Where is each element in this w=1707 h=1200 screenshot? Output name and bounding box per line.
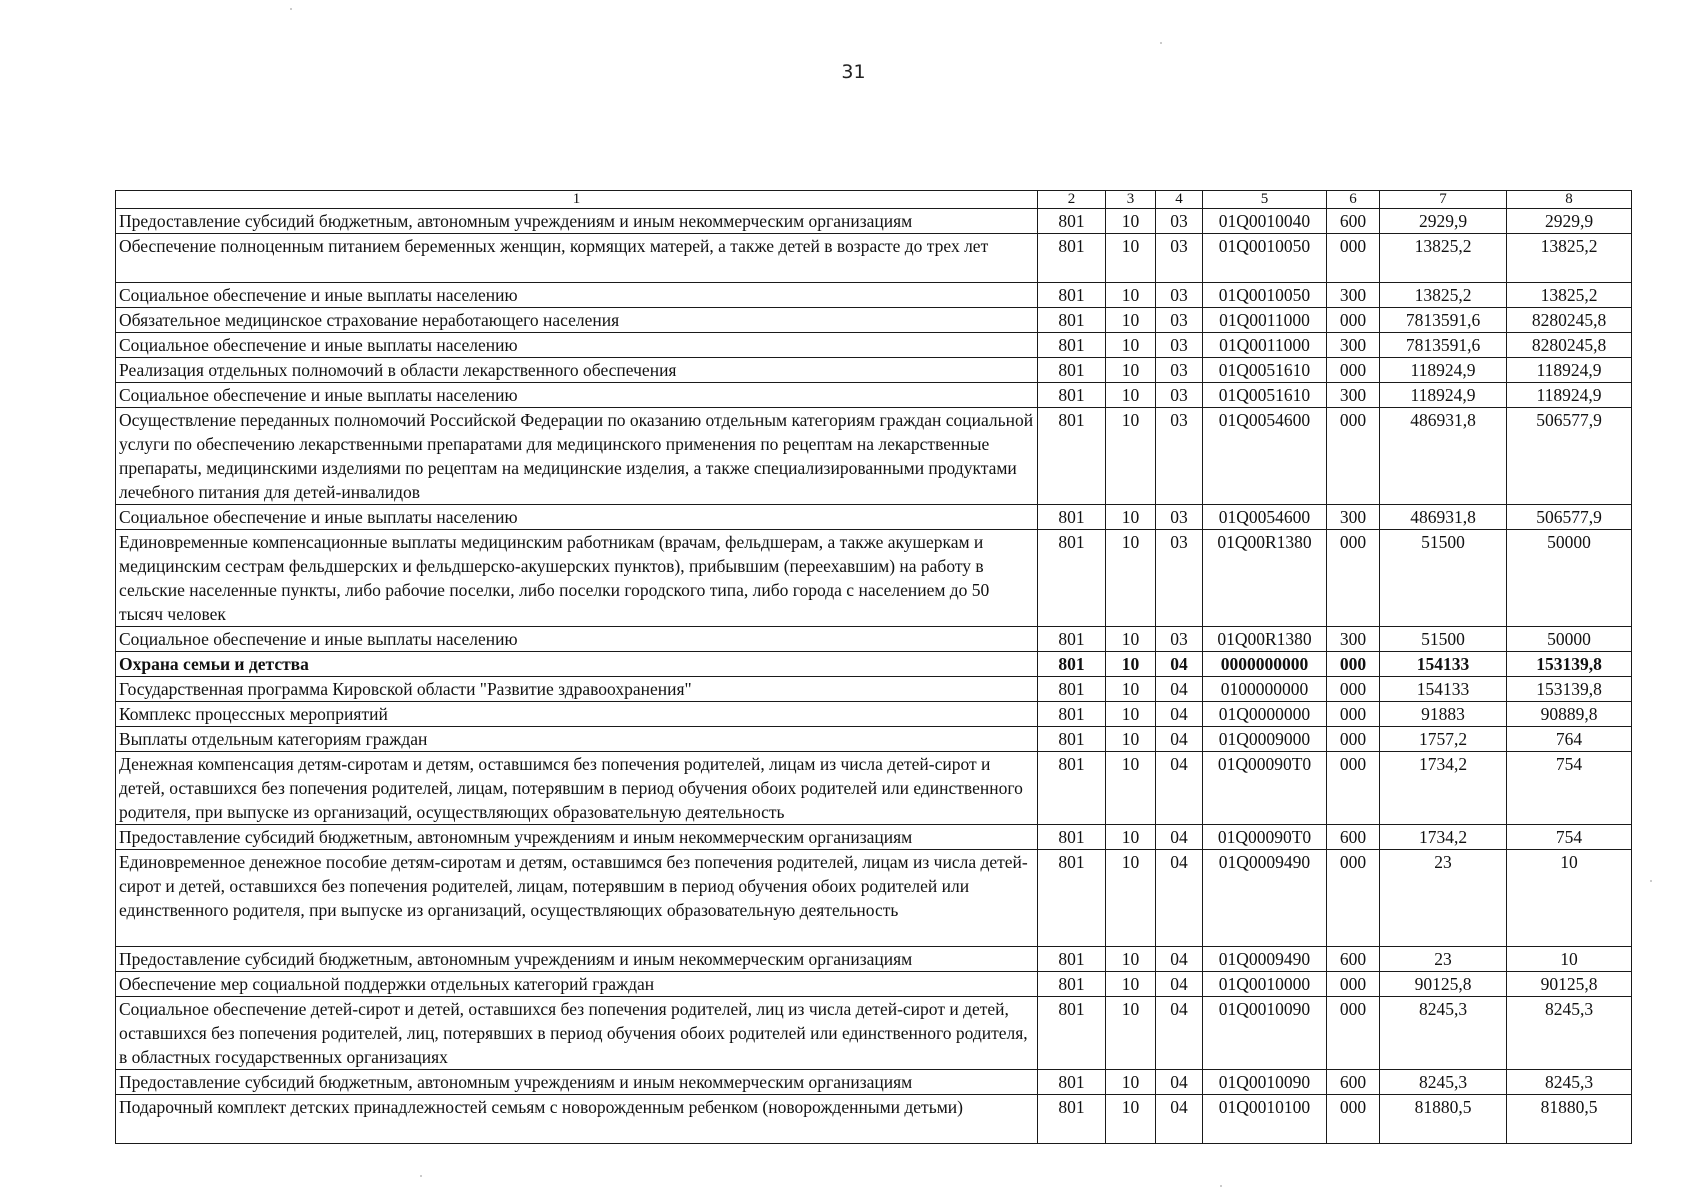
cell-col8: 90125,8 <box>1507 972 1632 997</box>
cell-col6: 000 <box>1327 972 1380 997</box>
row-name: Реализация отдельных полномочий в области лекарственного обеспечения <box>116 358 1038 383</box>
cell-col6: 300 <box>1327 283 1380 308</box>
cell-col5: 01Q0054600 <box>1203 505 1327 530</box>
cell-col3: 10 <box>1106 702 1156 727</box>
header-cell: 4 <box>1156 191 1203 209</box>
cell-col5: 01Q0010050 <box>1203 234 1327 283</box>
cell-col8: 10 <box>1507 850 1632 947</box>
cell-col2: 801 <box>1038 358 1106 383</box>
cell-col3: 10 <box>1106 209 1156 234</box>
cell-col5: 01Q00090T0 <box>1203 825 1327 850</box>
page-number: 31 <box>841 61 866 83</box>
cell-col2: 801 <box>1038 283 1106 308</box>
cell-col4: 04 <box>1156 997 1203 1070</box>
scan-speck <box>1160 42 1162 44</box>
table-row <box>116 358 1632 383</box>
cell-col6: 000 <box>1327 358 1380 383</box>
cell-col4: 03 <box>1156 530 1203 627</box>
cell-col7: 51500 <box>1380 627 1507 652</box>
cell-col3: 10 <box>1106 383 1156 408</box>
cell-col2: 801 <box>1038 209 1106 234</box>
cell-col7: 13825,2 <box>1380 234 1507 283</box>
cell-col4: 04 <box>1156 972 1203 997</box>
cell-col3: 10 <box>1106 947 1156 972</box>
cell-col3: 10 <box>1106 972 1156 997</box>
cell-col2: 801 <box>1038 825 1106 850</box>
cell-col5: 01Q0010000 <box>1203 972 1327 997</box>
row-name: Единовременные компенсационные выплаты медицинским работникам (врачам, фельдшерам, а также акушеркам и медицинским сестрам фельдшерских и фельдшерско-акушерских пунктов), прибывшим (переехавшим) на работу в сельские населенные пункты, либо рабочие поселки, либо поселки городского типа, либо города с населением до 50 тысяч человек <box>116 530 1038 627</box>
row-name: Обязательное медицинское страхование неработающего населения <box>116 308 1038 333</box>
table-header-row <box>116 191 1632 209</box>
cell-col2: 801 <box>1038 652 1106 677</box>
row-name: Обеспечение полноценным питанием беременных женщин, кормящих матерей, а также детей в возрасте до трех лет <box>116 234 1038 283</box>
cell-col5: 01Q0010090 <box>1203 1070 1327 1095</box>
cell-col8: 506577,9 <box>1507 505 1632 530</box>
table-row <box>116 997 1632 1070</box>
cell-col7: 7813591,6 <box>1380 333 1507 358</box>
cell-col7: 1757,2 <box>1380 727 1507 752</box>
table-row <box>116 947 1632 972</box>
table-row <box>116 530 1632 627</box>
cell-col2: 801 <box>1038 702 1106 727</box>
cell-col6: 000 <box>1327 652 1380 677</box>
cell-col4: 03 <box>1156 383 1203 408</box>
row-name: Предоставление субсидий бюджетным, автономным учреждениям и иным некоммерческим организациям <box>116 209 1038 234</box>
row-name: Социальное обеспечение и иные выплаты населению <box>116 627 1038 652</box>
cell-col6: 000 <box>1327 997 1380 1070</box>
cell-col6: 600 <box>1327 1070 1380 1095</box>
cell-col7: 91883 <box>1380 702 1507 727</box>
cell-col5: 01Q0009490 <box>1203 947 1327 972</box>
cell-col3: 10 <box>1106 727 1156 752</box>
header-cell: 3 <box>1106 191 1156 209</box>
cell-col6: 000 <box>1327 677 1380 702</box>
cell-col2: 801 <box>1038 505 1106 530</box>
cell-col2: 801 <box>1038 234 1106 283</box>
row-name: Социальное обеспечение и иные выплаты населению <box>116 505 1038 530</box>
header-cell: 6 <box>1327 191 1380 209</box>
cell-col4: 03 <box>1156 234 1203 283</box>
cell-col8: 81880,5 <box>1507 1095 1632 1144</box>
table-row <box>116 627 1632 652</box>
cell-col7: 118924,9 <box>1380 383 1507 408</box>
table-row <box>116 850 1632 947</box>
cell-col7: 13825,2 <box>1380 283 1507 308</box>
cell-col7: 7813591,6 <box>1380 308 1507 333</box>
cell-col3: 10 <box>1106 358 1156 383</box>
cell-col5: 01Q0010100 <box>1203 1095 1327 1144</box>
cell-col7: 1734,2 <box>1380 825 1507 850</box>
cell-col2: 801 <box>1038 333 1106 358</box>
cell-col2: 801 <box>1038 1070 1106 1095</box>
cell-col7: 8245,3 <box>1380 997 1507 1070</box>
cell-col5: 0100000000 <box>1203 677 1327 702</box>
row-name: Комплекс процессных мероприятий <box>116 702 1038 727</box>
table-row <box>116 972 1632 997</box>
cell-col3: 10 <box>1106 652 1156 677</box>
scan-speck <box>1220 1185 1222 1187</box>
cell-col8: 153139,8 <box>1507 652 1632 677</box>
cell-col5: 01Q0011000 <box>1203 333 1327 358</box>
cell-col6: 000 <box>1327 1095 1380 1144</box>
cell-col2: 801 <box>1038 727 1106 752</box>
cell-col7: 2929,9 <box>1380 209 1507 234</box>
table-row <box>116 209 1632 234</box>
cell-col4: 04 <box>1156 652 1203 677</box>
cell-col5: 01Q0054600 <box>1203 408 1327 505</box>
cell-col4: 04 <box>1156 727 1203 752</box>
cell-col2: 801 <box>1038 850 1106 947</box>
cell-col6: 000 <box>1327 308 1380 333</box>
cell-col8: 90889,8 <box>1507 702 1632 727</box>
header-cell: 7 <box>1380 191 1507 209</box>
table-row <box>116 702 1632 727</box>
cell-col8: 10 <box>1507 947 1632 972</box>
cell-col3: 10 <box>1106 408 1156 505</box>
scan-speck <box>290 8 292 10</box>
cell-col6: 300 <box>1327 627 1380 652</box>
cell-col5: 01Q0010050 <box>1203 283 1327 308</box>
cell-col6: 000 <box>1327 234 1380 283</box>
cell-col4: 04 <box>1156 677 1203 702</box>
cell-col5: 01Q00R1380 <box>1203 530 1327 627</box>
cell-col5: 01Q0051610 <box>1203 383 1327 408</box>
cell-col6: 000 <box>1327 530 1380 627</box>
cell-col6: 000 <box>1327 752 1380 825</box>
table-row <box>116 677 1632 702</box>
table-row <box>116 727 1632 752</box>
header-cell: 5 <box>1203 191 1327 209</box>
cell-col8: 754 <box>1507 825 1632 850</box>
cell-col5: 01Q00R1380 <box>1203 627 1327 652</box>
cell-col4: 03 <box>1156 308 1203 333</box>
cell-col4: 03 <box>1156 408 1203 505</box>
cell-col7: 486931,8 <box>1380 505 1507 530</box>
cell-col4: 03 <box>1156 283 1203 308</box>
row-name: Социальное обеспечение и иные выплаты населению <box>116 283 1038 308</box>
row-name: Денежная компенсация детям-сиротам и детям, оставшимся без попечения родителей, лицам из числа детей-сирот и детей, оставшихся без попечения родителей, лицам, потерявшим в период обучения обоих родителей или единственного родителя, при выпуске из организаций, осуществляющих образовательную деятельность <box>116 752 1038 825</box>
cell-col6: 300 <box>1327 333 1380 358</box>
cell-col3: 10 <box>1106 825 1156 850</box>
cell-col8: 13825,2 <box>1507 283 1632 308</box>
row-name: Социальное обеспечение и иные выплаты населению <box>116 383 1038 408</box>
cell-col5: 0000000000 <box>1203 652 1327 677</box>
cell-col3: 10 <box>1106 1070 1156 1095</box>
cell-col4: 03 <box>1156 627 1203 652</box>
cell-col7: 1734,2 <box>1380 752 1507 825</box>
row-name: Предоставление субсидий бюджетным, автономным учреждениям и иным некоммерческим организациям <box>116 1070 1038 1095</box>
cell-col5: 01Q00090T0 <box>1203 752 1327 825</box>
cell-col4: 04 <box>1156 752 1203 825</box>
cell-col4: 04 <box>1156 1070 1203 1095</box>
row-name: Обеспечение мер социальной поддержки отдельных категорий граждан <box>116 972 1038 997</box>
cell-col4: 04 <box>1156 1095 1203 1144</box>
cell-col3: 10 <box>1106 505 1156 530</box>
cell-col3: 10 <box>1106 283 1156 308</box>
cell-col7: 154133 <box>1380 652 1507 677</box>
header-cell: 1 <box>116 191 1038 209</box>
cell-col2: 801 <box>1038 383 1106 408</box>
cell-col2: 801 <box>1038 627 1106 652</box>
cell-col8: 764 <box>1507 727 1632 752</box>
cell-col3: 10 <box>1106 308 1156 333</box>
cell-col6: 300 <box>1327 383 1380 408</box>
cell-col7: 8245,3 <box>1380 1070 1507 1095</box>
cell-col8: 50000 <box>1507 627 1632 652</box>
scan-speck <box>420 1175 422 1177</box>
cell-col3: 10 <box>1106 677 1156 702</box>
cell-col6: 000 <box>1327 702 1380 727</box>
table-row <box>116 825 1632 850</box>
cell-col3: 10 <box>1106 627 1156 652</box>
cell-col4: 03 <box>1156 505 1203 530</box>
cell-col7: 23 <box>1380 947 1507 972</box>
cell-col5: 01Q0010090 <box>1203 997 1327 1070</box>
table-row <box>116 408 1632 505</box>
header-cell: 2 <box>1038 191 1106 209</box>
cell-col2: 801 <box>1038 972 1106 997</box>
cell-col4: 04 <box>1156 702 1203 727</box>
cell-col6: 000 <box>1327 850 1380 947</box>
cell-col6: 000 <box>1327 727 1380 752</box>
cell-col3: 10 <box>1106 850 1156 947</box>
cell-col3: 10 <box>1106 333 1156 358</box>
row-name: Предоставление субсидий бюджетным, автономным учреждениям и иным некоммерческим организациям <box>116 947 1038 972</box>
cell-col5: 01Q0011000 <box>1203 308 1327 333</box>
row-name: Осуществление переданных полномочий Российской Федерации по оказанию отдельным категориям граждан социальной услуги по обеспечению лекарственными препаратами для медицинского применения по рецептам на лекарственные препараты, медицинскими изделиями по рецептам на медицинские изделия, а также специализированными продуктами лечебного питания для детей-инвалидов <box>116 408 1038 505</box>
row-name: Выплаты отдельным категориям граждан <box>116 727 1038 752</box>
cell-col5: 01Q0009490 <box>1203 850 1327 947</box>
table-row <box>116 333 1632 358</box>
cell-col5: 01Q0051610 <box>1203 358 1327 383</box>
cell-col4: 03 <box>1156 358 1203 383</box>
cell-col8: 8280245,8 <box>1507 308 1632 333</box>
cell-col2: 801 <box>1038 408 1106 505</box>
cell-col4: 03 <box>1156 333 1203 358</box>
cell-col6: 600 <box>1327 209 1380 234</box>
cell-col4: 04 <box>1156 947 1203 972</box>
row-name: Предоставление субсидий бюджетным, автономным учреждениям и иным некоммерческим организациям <box>116 825 1038 850</box>
row-name: Социальное обеспечение детей-сирот и детей, оставшихся без попечения родителей, лиц из числа детей-сирот и детей, оставшихся без попечения родителей, лиц, потерявших в период обучения обоих родителей или единственного родителя, в областных государственных организациях <box>116 997 1038 1070</box>
cell-col8: 2929,9 <box>1507 209 1632 234</box>
cell-col7: 51500 <box>1380 530 1507 627</box>
cell-col6: 300 <box>1327 505 1380 530</box>
cell-col3: 10 <box>1106 234 1156 283</box>
cell-col8: 8245,3 <box>1507 997 1632 1070</box>
cell-col2: 801 <box>1038 677 1106 702</box>
table-row <box>116 383 1632 408</box>
table-row-section <box>116 652 1632 677</box>
cell-col7: 23 <box>1380 850 1507 947</box>
header-cell: 8 <box>1507 191 1632 209</box>
cell-col7: 90125,8 <box>1380 972 1507 997</box>
cell-col8: 754 <box>1507 752 1632 825</box>
cell-col5: 01Q0000000 <box>1203 702 1327 727</box>
row-name: Подарочный комплект детских принадлежностей семьям с новорожденным ребенком (новорожденными детьми) <box>116 1095 1038 1144</box>
table-row <box>116 308 1632 333</box>
cell-col6: 000 <box>1327 408 1380 505</box>
cell-col3: 10 <box>1106 530 1156 627</box>
cell-col7: 81880,5 <box>1380 1095 1507 1144</box>
row-name: Социальное обеспечение и иные выплаты населению <box>116 333 1038 358</box>
cell-col4: 04 <box>1156 825 1203 850</box>
cell-col5: 01Q0010040 <box>1203 209 1327 234</box>
cell-col2: 801 <box>1038 308 1106 333</box>
cell-col3: 10 <box>1106 997 1156 1070</box>
cell-col8: 8280245,8 <box>1507 333 1632 358</box>
cell-col8: 50000 <box>1507 530 1632 627</box>
table-row <box>116 505 1632 530</box>
table-row <box>116 283 1632 308</box>
cell-col8: 153139,8 <box>1507 677 1632 702</box>
cell-col3: 10 <box>1106 752 1156 825</box>
cell-col8: 8245,3 <box>1507 1070 1632 1095</box>
table-row <box>116 1070 1632 1095</box>
cell-col7: 486931,8 <box>1380 408 1507 505</box>
table-row <box>116 1095 1632 1144</box>
cell-col2: 801 <box>1038 997 1106 1070</box>
cell-col7: 118924,9 <box>1380 358 1507 383</box>
table-row <box>116 752 1632 825</box>
cell-col8: 118924,9 <box>1507 358 1632 383</box>
cell-col3: 10 <box>1106 1095 1156 1144</box>
cell-col4: 03 <box>1156 209 1203 234</box>
cell-col6: 600 <box>1327 947 1380 972</box>
cell-col6: 600 <box>1327 825 1380 850</box>
budget-table <box>115 190 1632 1144</box>
table-row <box>116 234 1632 283</box>
cell-col4: 04 <box>1156 850 1203 947</box>
cell-col2: 801 <box>1038 752 1106 825</box>
cell-col2: 801 <box>1038 530 1106 627</box>
cell-col8: 506577,9 <box>1507 408 1632 505</box>
cell-col2: 801 <box>1038 1095 1106 1144</box>
cell-col2: 801 <box>1038 947 1106 972</box>
row-name: Государственная программа Кировской области "Развитие здравоохранения" <box>116 677 1038 702</box>
row-name: Единовременное денежное пособие детям-сиротам и детям, оставшимся без попечения родителей, лицам из числа детей-сирот и детей, оставшихся без попечения родителей, лицам, потерявшим в период обучения обоих родителей или единственного родителя, при выпуске из организаций, осуществляющих образовательную деятельность <box>116 850 1038 947</box>
cell-col8: 13825,2 <box>1507 234 1632 283</box>
row-name: Охрана семьи и детства <box>116 652 1038 677</box>
cell-col5: 01Q0009000 <box>1203 727 1327 752</box>
scan-speck <box>1650 880 1652 882</box>
cell-col7: 154133 <box>1380 677 1507 702</box>
cell-col8: 118924,9 <box>1507 383 1632 408</box>
